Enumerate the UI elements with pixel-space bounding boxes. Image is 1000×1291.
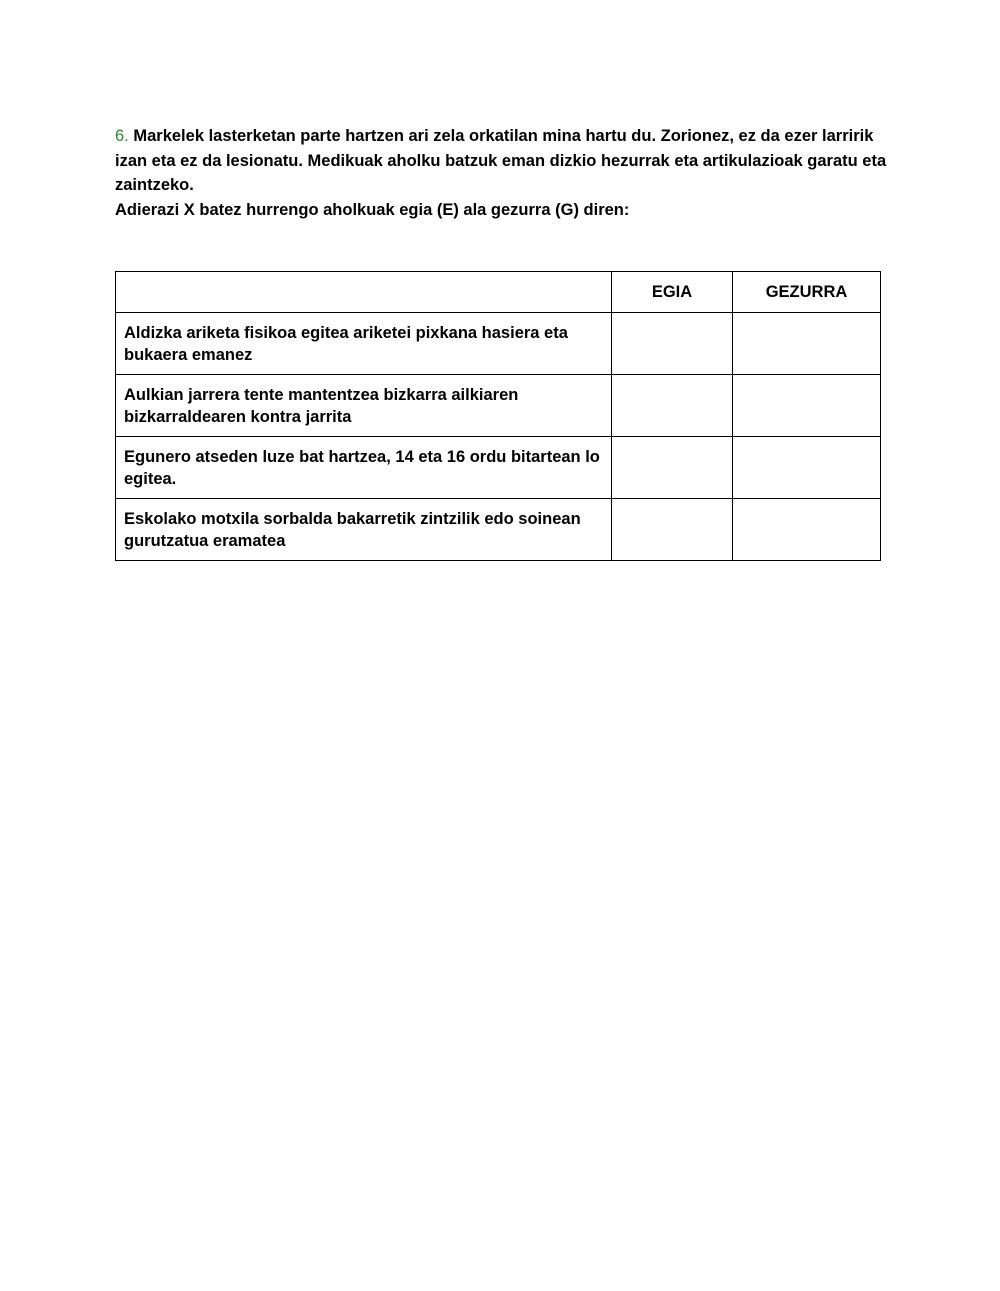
statement-cell: Aldizka ariketa fisikoa egitea ariketei pixkana hasiera eta bukaera emanez [116,313,612,375]
statement-cell: Eskolako motxila sorbalda bakarretik zintzilik edo soinean gurutzatua eramatea [116,499,612,561]
gezurra-answer-cell[interactable] [733,375,881,437]
question-block [115,124,890,222]
egia-answer-cell[interactable] [612,313,733,375]
question-paragraph [115,124,890,198]
header-gezurra: GEZURRA [733,272,881,313]
gezurra-answer-cell[interactable] [733,437,881,499]
answer-table [115,271,881,561]
header-empty [116,272,612,313]
question-text: Markelek lasterketan parte hartzen ari zela orkatilan mina hartu du. Zorionez, ez da ezer larririk izan eta ez da lesionatu. Medikuak aholku batzuk eman dizkio hezurrak eta artikulazioak garatu eta zaintzeko. [115,127,887,194]
egia-answer-cell[interactable] [612,375,733,437]
egia-answer-cell[interactable] [612,499,733,561]
gezurra-answer-cell[interactable] [733,499,881,561]
statement-cell: Egunero atseden luze bat hartzea, 14 eta 16 ordu bitartean lo egitea. [116,437,612,499]
table-header-row [116,272,881,313]
statement-cell: Aulkian jarrera tente mantentzea bizkarra ailkiaren bizkarraldearen kontra jarrita [116,375,612,437]
question-instruction: Adierazi X batez hurrengo aholkuak egia (E) ala gezurra (G) diren: [115,200,630,219]
table-row [116,499,881,561]
table-row [116,313,881,375]
question-number: 6. [115,127,129,145]
table-row [116,437,881,499]
gezurra-answer-cell[interactable] [733,313,881,375]
egia-answer-cell[interactable] [612,437,733,499]
header-egia: EGIA [612,272,733,313]
table-row [116,375,881,437]
